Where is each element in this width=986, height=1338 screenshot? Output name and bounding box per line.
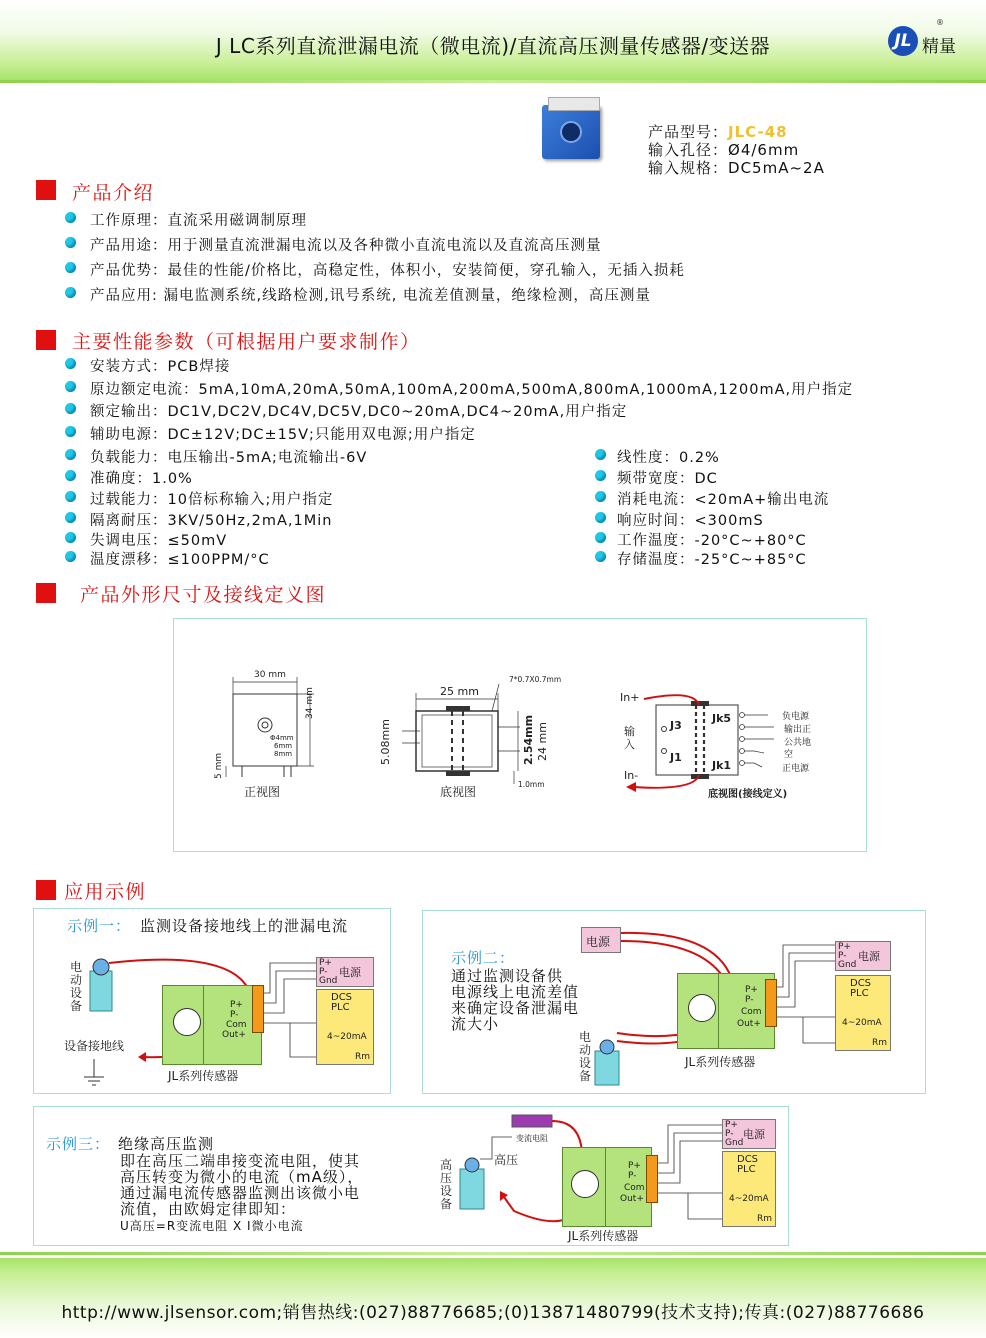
sensor-unit (162, 985, 262, 1065)
bullet-icon (65, 491, 76, 502)
section-marker (36, 583, 56, 603)
logo-mark: JL (888, 26, 918, 56)
example-2-label: 示例二： (451, 949, 516, 967)
example-2-line: 流大小 (451, 1015, 500, 1033)
resistor-icon (512, 1115, 552, 1127)
front-caption: 正视图 (244, 785, 281, 799)
example-3-line: 流值，由欧姆定律即知： (120, 1200, 297, 1218)
param-item: 原边额定电流：5mA,10mA,20mA,50mA,100mA,200mA,500mA,800mA,1000mA,1200mA,用户指定 (90, 382, 854, 398)
section-title-params: 主要性能参数（可根据用户要求制作） (72, 331, 421, 353)
param-right: 消耗电流：<20mA+输出电流 (617, 492, 830, 508)
bullet-icon (65, 262, 76, 273)
terminal-label: Out+ (737, 1019, 761, 1029)
intro-item: 产品优势：最佳的性能/价格比，高稳定性，体积小，安装简便，穿孔输入，无插入损耗 (90, 263, 685, 279)
example-3-line: 通过漏电流传感器监测出该微小电 (120, 1184, 361, 1202)
bottom-width: 25 mm (440, 685, 479, 698)
sensor-hole (173, 1008, 201, 1036)
contact-info: http://www.jlsensor.com;销售热线:(027)88776685;(0)13871480799(技术支持);传真:(027)88776686 (61, 1303, 925, 1323)
param-right: 工作温度：-20°C~+80°C (617, 533, 807, 549)
section-title-examples: 应用示例 (64, 881, 147, 903)
param-left: 温度漂移：≤100PPM/°C (90, 552, 270, 568)
bottom-body (416, 711, 498, 771)
in-minus-wire (632, 775, 699, 788)
hole-dim: 8mm (274, 750, 293, 758)
bullet-icon (65, 287, 76, 298)
resistor-label: 变流电阻 (516, 1134, 548, 1143)
page-header (0, 0, 986, 80)
product-photo (542, 97, 604, 165)
pin-label: 负电源 (782, 712, 810, 722)
example-1-label: 示例一： (67, 917, 132, 935)
in-plus-wire (644, 695, 699, 705)
example-2-line: 通过监测设备供 (451, 967, 564, 985)
arrow-icon (626, 782, 636, 792)
param-left: 负载能力：电压输出-5mA;电流输出-6V (90, 450, 368, 466)
ground-label: 设备接地线 (64, 1039, 125, 1053)
arrow-icon (138, 1052, 146, 1062)
bullet-icon (65, 512, 76, 523)
param-left: 过载能力：10倍标称输入;用户指定 (90, 492, 334, 508)
terminal-block (252, 985, 264, 1033)
front-height: 34 mm (305, 687, 315, 719)
in-minus-label: In- (624, 769, 639, 782)
example-2-line: 来确定设备泄漏电 (451, 999, 580, 1017)
section-title-dims: 产品外形尺寸及接线定义图 (80, 584, 327, 606)
plc-unit: DCS PLC 4~20mA Rm (835, 975, 891, 1051)
intro-item: 产品用途：用于测量直流泄漏电流以及各种微小直流电流以及直流高压测量 (90, 238, 602, 254)
j1-label: J1 (670, 751, 682, 764)
spec-hole: 输入孔径：Ø4/6mm (648, 141, 800, 159)
page-footer (0, 1258, 986, 1338)
param-right: 存储温度：-25°C~+85°C (617, 552, 807, 568)
example-3-line: 高压转变为微小的电流（mA级）， (120, 1168, 364, 1186)
param-item: 安装方式：PCB焊接 (90, 359, 231, 375)
page-title: J LC系列直流泄漏电流（微电流)/直流高压测量传感器/变送器 (215, 34, 771, 58)
device-label: 电动设备 (70, 960, 83, 1013)
front-width: 30 mm (254, 670, 286, 680)
intro-item: 产品应用: 漏电监测系统,线路检测,讯号系统, 电流差值测量，绝缘检测，高压测量 (90, 288, 651, 304)
bullet-icon (65, 212, 76, 223)
bullet-icon (65, 426, 76, 437)
terminal-label: Com (624, 1183, 645, 1193)
example-3-diagram (34, 1107, 788, 1245)
bullet-icon (65, 449, 76, 460)
dimension-diagram (173, 618, 867, 852)
motor-icon (90, 971, 112, 1011)
registered-mark: ® (936, 18, 944, 27)
terminal-label: P+ (628, 1161, 641, 1171)
param-item: 额定输出：DC1V,DC2V,DC4V,DC5V,DC0~20mA,DC4~20mA,用户指定 (90, 404, 628, 420)
wiring-caption: 底视图(接线定义) (708, 789, 788, 800)
example-3-label: 示例三： (46, 1135, 111, 1153)
hole-dim: 6mm (274, 742, 293, 750)
bullet-icon (65, 403, 76, 414)
bullet-icon (65, 381, 76, 392)
terminal-label: Com (226, 1020, 247, 1030)
bullet-icon (595, 512, 606, 523)
example-3-title: 绝缘高压监测 (118, 1135, 215, 1153)
bullet-icon (65, 470, 76, 481)
terminal-label: Com (741, 1007, 762, 1017)
jk1-label: Jk1 (712, 759, 732, 772)
terminal-label: P- (628, 1171, 637, 1181)
motor-icon (460, 1169, 484, 1209)
example-2-panel (422, 910, 926, 1094)
plc-unit: DCS PLC 4~20mA Rm (316, 989, 374, 1065)
input-label: 输入 (624, 725, 635, 751)
company-logo (888, 18, 976, 62)
pin-pitch-2: 2.54mm (522, 714, 535, 765)
param-right: 响应时间：<300mS (617, 513, 764, 529)
bottom-caption: 底视图 (440, 785, 477, 799)
spec-input: 输入规格：DC5mA~2A (648, 159, 825, 177)
sensor-hole (571, 1170, 599, 1198)
terminal-label: P+ (745, 985, 758, 995)
device-label: 高压设备 (440, 1158, 453, 1211)
front-foot: 5 mm (214, 752, 224, 779)
param-left: 准确度：1.0% (90, 471, 193, 487)
power-source: 电源 (581, 927, 621, 953)
example-3-line: 即在高压二端串接变流电阻，使其 (120, 1152, 361, 1170)
logo-text: 精量 (922, 37, 956, 57)
in-plus-label: In+ (620, 691, 640, 704)
bullet-icon (595, 491, 606, 502)
example-3-panel (33, 1106, 789, 1246)
intro-item: 工作原理：直流采用磁调制原理 (90, 213, 307, 229)
terminal-label: P- (230, 1010, 239, 1020)
sensor-caption: JL系列传感器 (685, 1055, 756, 1069)
bullet-icon (65, 237, 76, 248)
pin-label: 空 (784, 750, 794, 760)
ohm-formula: U高压=R变流电阻 X I微小电流 (120, 1219, 304, 1233)
motor-icon (595, 1051, 619, 1085)
section-title-intro: 产品介绍 (72, 182, 155, 204)
bullet-icon (65, 358, 76, 369)
j3-label: J3 (670, 719, 682, 732)
terminal-block (646, 1155, 658, 1203)
bullet-icon (595, 532, 606, 543)
footer-divider (0, 1252, 986, 1255)
section-marker (36, 330, 56, 350)
section-marker (36, 880, 56, 900)
power-supply: P+ P- Gnd 电源 (722, 1119, 776, 1149)
sensor-caption: JL系列传感器 (568, 1229, 639, 1243)
param-left: 失调电压：≤50mV (90, 533, 228, 549)
hole-dim: Φ4mm (270, 734, 294, 742)
param-left: 隔离耐压：3KV/50Hz,2mA,1Min (90, 513, 333, 529)
param-right: 线性度：0.2% (617, 450, 720, 466)
spec-model: 产品型号：JLC-48 (648, 123, 788, 141)
terminal-label: Out+ (222, 1030, 246, 1040)
device-label: 电动设备 (579, 1030, 592, 1083)
sensor-hole (688, 994, 716, 1022)
pin-label: 公共地 (784, 738, 812, 748)
hv-label: 高压 (494, 1153, 519, 1167)
bullet-icon (595, 470, 606, 481)
param-item: 辅助电源：DC±12V;DC±15V;只能用双电源;用户指定 (90, 427, 476, 443)
jk5-label: Jk5 (712, 712, 732, 725)
sensor-caption: JL系列传感器 (168, 1069, 239, 1083)
plc-unit: DCS PLC 4~20mA Rm (722, 1151, 776, 1227)
example-2-line: 电源线上电流差值 (451, 983, 580, 1001)
edge-dim: 1.0mm (518, 780, 545, 789)
example-1-title: 监测设备接地线上的泄漏电流 (140, 917, 349, 935)
pin-size: 7*0.7X0.7mm (509, 675, 562, 684)
bullet-icon (65, 532, 76, 543)
section-marker (36, 180, 56, 200)
pin-pitch-1: 5.08mm (379, 719, 392, 765)
terminal-label: P- (745, 995, 754, 1005)
sensor-hole (560, 121, 582, 143)
pin-label: 正电源 (782, 764, 810, 774)
bullet-icon (595, 551, 606, 562)
terminal-label: Out+ (620, 1194, 644, 1204)
power-supply: P+ P- Gnd 电源 (835, 941, 891, 971)
terminal-label: P+ (230, 1000, 243, 1010)
terminal-block (765, 979, 777, 1027)
param-right: 频带宽度：DC (617, 471, 718, 487)
example-1-panel (33, 908, 391, 1094)
pin-label: 输出正 (784, 725, 812, 735)
power-supply: P+ P- Gnd 电源 (316, 957, 374, 987)
bottom-depth: 24 mm (536, 722, 549, 761)
bullet-icon (65, 551, 76, 562)
bullet-icon (595, 449, 606, 460)
header-divider (0, 80, 986, 83)
